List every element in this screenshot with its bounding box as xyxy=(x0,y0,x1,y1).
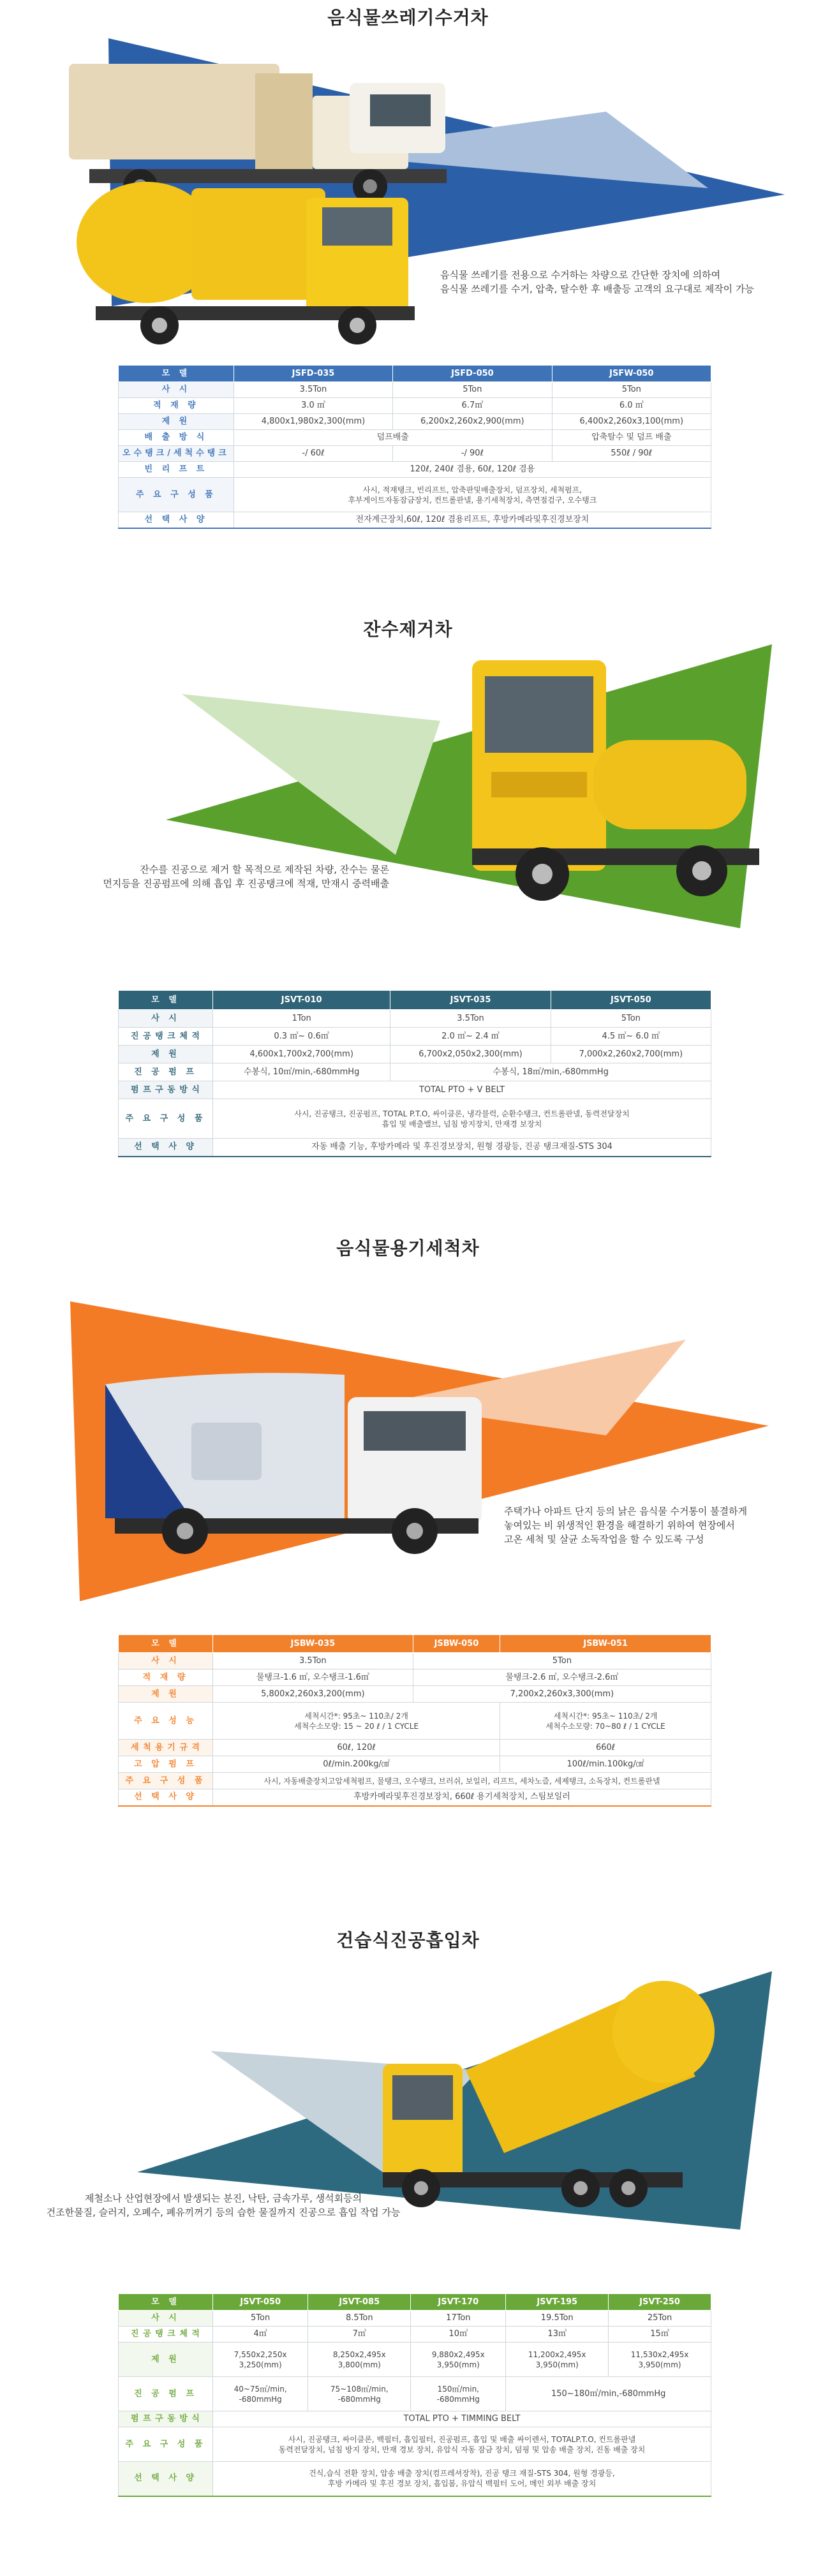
value-cell: 6,400x2,260x3,100(mm) xyxy=(552,414,711,430)
table-row xyxy=(119,2462,711,2496)
header-label-cell: 모 델 xyxy=(119,2294,213,2311)
header-model-cell: JSVT-035 xyxy=(390,991,551,1010)
table-row xyxy=(119,462,711,478)
table-row xyxy=(119,1789,711,1806)
value-cell: 120ℓ, 240ℓ 겸용, 60ℓ, 120ℓ 겸용 xyxy=(234,462,711,478)
section-title-food-waste-collector: 음식물쓰레기수거차 xyxy=(327,7,489,28)
value-cell: 60ℓ, 120ℓ xyxy=(213,1740,500,1756)
header-model-cell: JSVT-250 xyxy=(609,2294,711,2311)
value-cell: 6,700x2,050x2,300(mm) xyxy=(390,1046,551,1063)
value-cell: TOTAL PTO + TIMMING BELT xyxy=(213,2411,711,2427)
row-label-cell: 펌 프 구 동 방 식 xyxy=(119,2411,213,2427)
row-label-cell: 빈 리 프 트 xyxy=(119,462,234,478)
value-cell: 8,250x2,495x 3,800(mm) xyxy=(308,2343,411,2377)
spec-table-container-washer xyxy=(118,1634,711,1807)
table-row xyxy=(119,430,711,446)
truck-image-upper xyxy=(69,64,447,204)
value-cell: 6,200x2,260x2,900(mm) xyxy=(393,414,552,430)
value-cell: 수봉식, 18㎥/min,-680mmHg xyxy=(390,1063,711,1081)
value-cell: 물탱크-1.6 ㎥, 오수탱크-1.6㎥ xyxy=(213,1669,413,1686)
table-row xyxy=(119,1669,711,1686)
description-line: 먼지등을 진공펌프에 의해 흡입 후 진공탱크에 적재, 만재시 중력배출 xyxy=(103,878,389,889)
value-cell: 19.5Ton xyxy=(506,2311,609,2327)
table-row xyxy=(119,2427,711,2462)
hero-graphic xyxy=(0,644,816,944)
row-label-cell: 주 요 구 성 품 xyxy=(119,478,234,512)
hero-residual-water-remover xyxy=(0,644,816,944)
hero-container-washer xyxy=(0,1263,816,1620)
table-row xyxy=(119,1686,711,1703)
header-model-cell: JSVT-050 xyxy=(551,991,711,1010)
row-label-cell: 사 시 xyxy=(119,2311,213,2327)
value-cell: 150㎥/min, -680mmHg xyxy=(411,2377,506,2411)
header-model-cell: JSVT-085 xyxy=(308,2294,411,2311)
value-cell: 11,530x2,495x 3,950(mm) xyxy=(609,2343,711,2377)
value-cell: 세척시간*: 95초~ 110초/ 2개 세척수소모량: 70~80 ℓ / 1 CYCLE xyxy=(500,1703,711,1740)
value-cell: -/ 90ℓ xyxy=(393,446,552,462)
value-cell: -/ 60ℓ xyxy=(234,446,392,462)
value-cell: 4.5 ㎥~ 6.0 ㎥ xyxy=(551,1028,711,1046)
table-row xyxy=(119,1099,711,1139)
header-model-cell: JSVT-010 xyxy=(213,991,390,1010)
row-label-cell: 사 시 xyxy=(119,1010,213,1028)
table-row xyxy=(119,1046,711,1063)
value-cell: 3.0 ㎥ xyxy=(234,398,392,414)
value-cell: 5Ton xyxy=(551,1010,711,1028)
header-model-cell: JSFD-050 xyxy=(393,366,552,382)
value-cell: 압축탈수 및 덤프 배출 xyxy=(552,430,711,446)
table-header-row xyxy=(119,991,711,1010)
spec-table-food-waste-collector xyxy=(118,365,711,529)
value-cell: 5Ton xyxy=(413,1653,711,1669)
value-cell: 사시, 적재탱크, 빈리프트, 압축판및배출장치, 덤프장치, 세척펌프, 후부게이트자동잠금장치, 컨트롤판넬, 용기세척장치, 측면점검구, 오수탱크 xyxy=(234,478,711,512)
value-cell: 660ℓ xyxy=(500,1740,711,1756)
value-cell: 100ℓ/min.100kg/㎠ xyxy=(500,1756,711,1773)
value-cell: 9,880x2,495x 3,950(mm) xyxy=(411,2343,506,2377)
value-cell: 덤프배출 xyxy=(234,430,552,446)
row-label-cell: 주 요 구 성 품 xyxy=(119,1773,213,1789)
value-cell: 3.5Ton xyxy=(234,382,392,398)
row-label-cell: 제 원 xyxy=(119,414,234,430)
section-title-container-washer: 음식물용기세척차 xyxy=(336,1238,480,1259)
value-cell: 4㎥ xyxy=(213,2327,308,2343)
value-cell: 5Ton xyxy=(552,382,711,398)
description-line: 건조한물질, 슬러지, 오폐수, 폐유끼꺼기 등의 습한 물질까지 진공으로 흡입 작업 가능 xyxy=(46,2207,401,2218)
value-cell: 7,000x2,260x2,700(mm) xyxy=(551,1046,711,1063)
table-row xyxy=(119,1740,711,1756)
row-label-cell: 선 택 사 양 xyxy=(119,1139,213,1157)
value-cell: 5,800x2,260x3,200(mm) xyxy=(213,1686,413,1703)
table-row xyxy=(119,2327,711,2343)
table-row xyxy=(119,446,711,462)
spec-table-residual-water-remover xyxy=(118,990,711,1157)
row-label-cell: 오수탱크/세척수탱크 xyxy=(119,446,234,462)
value-cell: 물탱크-2.6 ㎥, 오수탱크-2.6㎥ xyxy=(413,1669,711,1686)
value-cell: 25Ton xyxy=(609,2311,711,2327)
header-model-cell: JSBW-050 xyxy=(413,1635,500,1653)
table-row xyxy=(119,1139,711,1157)
value-cell: 사시, 자동배출장치고압세척펌프, 물탱크, 오수탱크, 브러쉬, 보일러, 리프트, 세차노즐, 세제탱크, 소독장치, 컨트롤판넬 xyxy=(213,1773,711,1789)
value-cell: TOTAL PTO + V BELT xyxy=(213,1081,711,1099)
value-cell: 수봉식, 10㎥/min,-680mmHg xyxy=(213,1063,390,1081)
value-cell: 7,200x2,260x3,300(mm) xyxy=(413,1686,711,1703)
header-label-cell: 모 델 xyxy=(119,991,213,1010)
row-label-cell: 배 출 방 식 xyxy=(119,430,234,446)
value-cell: 17Ton xyxy=(411,2311,506,2327)
description-line: 음식물 쓰레기를 전용으로 수거하는 차량으로 간단한 장치에 의하여 xyxy=(440,269,721,281)
row-label-cell: 주 요 구 성 품 xyxy=(119,2427,213,2462)
row-label-cell: 제 원 xyxy=(119,2343,213,2377)
section-description xyxy=(440,268,754,296)
table-header-row xyxy=(119,2294,711,2311)
section-title-residual-water-remover: 잔수제거차 xyxy=(363,619,453,640)
row-label-cell: 주 요 구 성 품 xyxy=(119,1099,213,1139)
section-description xyxy=(32,2191,415,2219)
value-cell: 6.7㎥ xyxy=(393,398,552,414)
hero-graphic xyxy=(0,1263,816,1620)
description-line: 음식물 쓰레기를 수거, 압축, 탈수한 후 배출등 고객의 요구대로 제작이 가능 xyxy=(440,283,754,295)
row-label-cell: 선 택 사 양 xyxy=(119,2462,213,2496)
value-cell: 10㎥ xyxy=(411,2327,506,2343)
value-cell: 13㎥ xyxy=(506,2327,609,2343)
table-header-row xyxy=(119,366,711,382)
value-cell: 건식,습식 전환 장치, 압송 배출 장치(컴프레셔장착), 진공 탱크 재질-STS 304, 원형 경광등, 후방 카메라 및 후진 경보 장치, 흡입봄, 유압식 백필터 도어, 메인 외부 배출 장치 xyxy=(213,2462,711,2496)
value-cell: 11,200x2,495x 3,950(mm) xyxy=(506,2343,609,2377)
table-row xyxy=(119,512,711,529)
value-cell: 6.0 ㎥ xyxy=(552,398,711,414)
row-label-cell: 적 재 량 xyxy=(119,398,234,414)
value-cell: 75~108㎥/min, -680mmHg xyxy=(308,2377,411,2411)
table-row xyxy=(119,2377,711,2411)
header-model-cell: JSBW-051 xyxy=(500,1635,711,1653)
header-model-cell: JSVT-050 xyxy=(213,2294,308,2311)
value-cell: 4,600x1,700x2,700(mm) xyxy=(213,1046,390,1063)
table-row xyxy=(119,1028,711,1046)
row-label-cell: 적 재 량 xyxy=(119,1669,213,1686)
description-line: 주택가나 아파트 단지 등의 낡은 음식물 수거통이 불결하게 xyxy=(504,1506,748,1517)
truck-image xyxy=(105,1373,482,1554)
table-row xyxy=(119,2343,711,2377)
table-row xyxy=(119,382,711,398)
section-description xyxy=(64,862,389,891)
table-row xyxy=(119,414,711,430)
value-cell: 1Ton xyxy=(213,1010,390,1028)
row-label-cell: 사 시 xyxy=(119,382,234,398)
value-cell: 3.5Ton xyxy=(213,1653,413,1669)
value-cell: 15㎥ xyxy=(609,2327,711,2343)
value-cell: 사시, 진공탱크, 진공펌프, TOTAL P.T.O, 싸이클론, 냉각블럭, 순환수탱크, 컨트롤판넬, 동력전달장치 흡입 및 배출밸브, 넘침 방지장치, 만재경 보장치 xyxy=(213,1099,711,1139)
row-label-cell: 제 원 xyxy=(119,1046,213,1063)
value-cell: 8.5Ton xyxy=(308,2311,411,2327)
description-line: 제철소나 산업현장에서 발생되는 분진, 낙탄, 금속가루, 생석회등의 xyxy=(84,2193,362,2204)
header-model-cell: JSBW-035 xyxy=(213,1635,413,1653)
table-row xyxy=(119,2411,711,2427)
table-row xyxy=(119,1703,711,1740)
value-cell: 7,550x2,250x 3,250(mm) xyxy=(213,2343,308,2377)
row-label-cell: 진 공 펌 프 xyxy=(119,1063,213,1081)
table-row xyxy=(119,478,711,512)
row-label-cell: 진 공 탱 크 체 적 xyxy=(119,2327,213,2343)
value-cell: 40~75㎥/min, -680mmHg xyxy=(213,2377,308,2411)
header-model-cell: JSFW-050 xyxy=(552,366,711,382)
spec-table-vacuum-suction-truck xyxy=(118,2293,711,2497)
row-label-cell: 주 요 성 능 xyxy=(119,1703,213,1740)
row-label-cell: 진 공 탱 크 체 적 xyxy=(119,1028,213,1046)
row-label-cell: 펌 프 구 동 방 식 xyxy=(119,1081,213,1099)
table-row xyxy=(119,1081,711,1099)
value-cell: 5Ton xyxy=(393,382,552,398)
header-label-cell: 모 델 xyxy=(119,1635,213,1653)
table-header-row xyxy=(119,1635,711,1653)
value-cell: 4,800x1,980x2,300(mm) xyxy=(234,414,392,430)
value-cell: 0.3 ㎥~ 0.6㎥ xyxy=(213,1028,390,1046)
hero-graphic xyxy=(0,26,816,364)
truck-image-lower xyxy=(77,182,415,344)
value-cell: 자동 배출 기능, 후방카메라 및 후진경보장치, 원형 경광등, 진공 탱크재질-STS 304 xyxy=(213,1139,711,1157)
row-label-cell: 진 공 펌 프 xyxy=(119,2377,213,2411)
value-cell: 0ℓ/min.200kg/㎠ xyxy=(213,1756,500,1773)
table-row xyxy=(119,1010,711,1028)
value-cell: 후방카메라및후진경보장치, 660ℓ 용기세척장치, 스팀보일러 xyxy=(213,1789,711,1806)
table-row xyxy=(119,2311,711,2327)
description-line: 고온 세척 및 살균 소독작업을 할 수 있도록 구성 xyxy=(504,1534,704,1545)
table-row xyxy=(119,398,711,414)
description-line: 잔수를 진공으로 제거 할 목적으로 제작된 차량, 잔수는 물론 xyxy=(140,864,389,875)
description-line: 놓여있는 비 위생적인 환경을 해결하기 위하여 현장에서 xyxy=(504,1520,735,1531)
value-cell: 3.5Ton xyxy=(390,1010,551,1028)
header-model-cell: JSFD-035 xyxy=(234,366,392,382)
header-model-cell: JSVT-195 xyxy=(506,2294,609,2311)
value-cell: 5Ton xyxy=(213,2311,308,2327)
hero-food-waste-collector xyxy=(0,26,816,364)
row-label-cell: 세 척 용 기 규 격 xyxy=(119,1740,213,1756)
value-cell: 전자계근장치,60ℓ, 120ℓ 겸용리프트, 후방카메라및후진경보장치 xyxy=(234,512,711,529)
value-cell: 550ℓ / 90ℓ xyxy=(552,446,711,462)
value-cell: 사시, 진공탱크, 싸이클론, 백필터, 흡입필터, 진공펌프, 흡입 및 배출 싸이렌서, TOTALP.T.O, 컨트롤판넬 동력전달장치, 넘침 방지 장치, 만재 경보 장치, 유압식 자동 잠금 장치, 덤핑 및 압송 배출 장치, 진동 배출 장치 xyxy=(213,2427,711,2462)
value-cell: 세척시간*: 95초~ 110초/ 2개 세척수소모량: 15 ~ 20 ℓ / 1 CYCLE xyxy=(213,1703,500,1740)
table-row xyxy=(119,1773,711,1789)
section-description xyxy=(504,1504,747,1546)
table-row xyxy=(119,1063,711,1081)
table-row xyxy=(119,1756,711,1773)
row-label-cell: 제 원 xyxy=(119,1686,213,1703)
value-cell: 2.0 ㎥~ 2.4 ㎥ xyxy=(390,1028,551,1046)
table-row xyxy=(119,1653,711,1669)
row-label-cell: 선 택 사 양 xyxy=(119,512,234,529)
row-label-cell: 선 택 사 양 xyxy=(119,1789,213,1806)
value-cell: 150~180㎥/min,-680mmHg xyxy=(506,2377,711,2411)
row-label-cell: 사 시 xyxy=(119,1653,213,1669)
row-label-cell: 고 압 펌 프 xyxy=(119,1756,213,1773)
section-title-vacuum-suction-truck: 건습식진공흡입차 xyxy=(336,1930,480,1951)
header-label-cell: 모 델 xyxy=(119,366,234,382)
value-cell: 7㎥ xyxy=(308,2327,411,2343)
header-model-cell: JSVT-170 xyxy=(411,2294,506,2311)
